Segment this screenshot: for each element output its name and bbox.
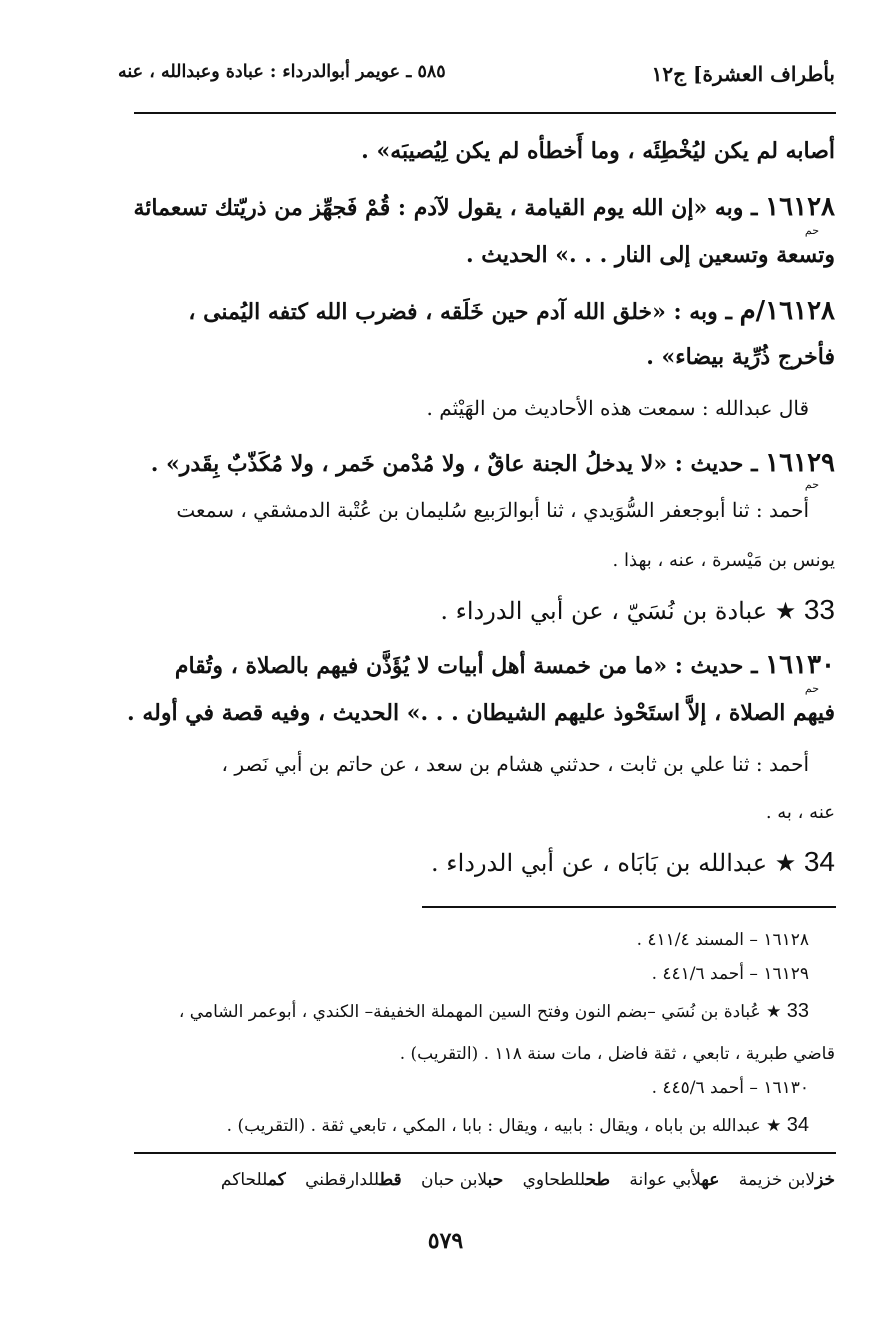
footnote-text: عبدالله بن باباه ، ويقال : بابيه ، ويقال : بابا ، المكي ، تابعي ثقة . (التقريب) . xyxy=(226,1116,761,1136)
entry-text: ـ حديث : «ما من خمسة أهل أبيات لا يُؤَذَّن فيهم بالصلاة ، وتُقام xyxy=(174,653,766,679)
entry-text: ـ حديث : «لا يدخلُ الجنة عاقٌ ، ولا مُدْمن خَمر ، ولا مُكَذّبٌ بِقَدر» . xyxy=(150,451,766,477)
entry-number: ١٦١٢٩ xyxy=(765,448,835,478)
abbr-item: حبلابن حبان xyxy=(421,1170,504,1190)
narrator-name: عبادة بن نُسَيّ ، عن أبي الدرداء . xyxy=(440,597,768,625)
entry-number: ١٦١٢٨/م xyxy=(739,296,835,326)
text-line-3: وتسعة وتسعين إلى النار . . .» الحديث . xyxy=(465,242,835,268)
star-icon: ★ xyxy=(774,849,797,877)
text-line-6: قال عبدالله : سمعت هذه الأحاديث من الهَيْثم . xyxy=(426,396,809,420)
page-number: ٥٧٩ xyxy=(427,1228,464,1254)
running-header-left: ٥٨٥ ـ عويمر أبوالدرداء : عبادة وعبدالله ، عنه xyxy=(118,62,446,82)
abbr-item: كمللحاكم xyxy=(220,1170,286,1190)
footnote-2: ١٦١٢٩ – أحمد ٤٤١/٦ . xyxy=(651,964,809,984)
abbreviation-key xyxy=(221,1170,835,1190)
source-mark: حم xyxy=(804,224,819,237)
text-line-13: أحمد : ثنا علي بن ثابت ، حدثني هشام بن سعد ، عن حاتم بن أبي نَصر ، xyxy=(221,752,809,776)
narrator-heading-34 xyxy=(431,846,835,878)
footnote-number: 33 xyxy=(786,1000,809,1022)
running-header-right: بأطراف العشرة] ج١٢ xyxy=(651,62,835,86)
abbr-item: عهلأبي عوانة xyxy=(629,1170,720,1190)
narrator-number: 34 xyxy=(803,846,835,877)
text-line-14: عنه ، به . xyxy=(765,802,835,823)
entry-number: ١٦١٢٨ xyxy=(765,192,835,222)
footnote-3 xyxy=(179,1000,809,1023)
footnote-4: ١٦١٣٠ – أحمد ٤٤٥/٦ . xyxy=(651,1078,809,1098)
entry-text: ـ وبه «إن الله يوم القيامة ، يقول لآدم : قُمْ فَجهِّز من ذريّتك تسعمائة xyxy=(133,195,766,221)
abbr-item: طحللطحاوي xyxy=(522,1170,611,1190)
text-line-9: يونس بن مَيْسرة ، عنه ، بهذا . xyxy=(612,550,835,571)
text-line-1: أصابه لم يكن ليُخْطِئَه ، وما أَخطأه لم يكن لِيُصيبَه» . xyxy=(361,138,835,164)
entry-16129 xyxy=(151,448,835,478)
footnote-1: ١٦١٢٨ – المسند ٤١١/٤ . xyxy=(636,930,809,950)
entry-text: ـ وبه : «خلق الله آدم حين خَلَقه ، فضرب الله كتفه اليُمنى ، xyxy=(188,299,740,325)
source-mark: حم xyxy=(804,478,819,491)
abbr-item: قطللدارقطني xyxy=(305,1170,402,1190)
abbr-item: خزلابن خزيمة xyxy=(738,1170,835,1190)
entry-16128 xyxy=(134,192,836,222)
text-line-5: فأخرج ذُرِّية بيضاء» . xyxy=(646,344,835,370)
entry-16130 xyxy=(175,650,835,680)
footer-rule xyxy=(134,1152,836,1154)
text-line-12: فيهم الصلاة ، إلاَّ استَحْوذ عليهم الشيطان . . .» الحديث ، وفيه قصة في أوله . xyxy=(127,700,835,726)
star-icon: ★ xyxy=(766,1002,782,1022)
source-mark: حم xyxy=(804,682,819,695)
header-rule xyxy=(134,112,836,114)
narrator-name: عبدالله بن بَابَاه ، عن أبي الدرداء . xyxy=(431,849,768,877)
entry-16128m xyxy=(188,296,835,326)
footnote-3-continued: قاضي طبرية ، تابعي ، ثقة فاضل ، مات سنة ١١٨ . (التقريب) . xyxy=(399,1044,835,1064)
narrator-number: 33 xyxy=(803,594,835,625)
footnote-5 xyxy=(227,1114,809,1137)
footnote-number: 34 xyxy=(786,1114,809,1136)
entry-number: ١٦١٣٠ xyxy=(765,650,835,680)
footnote-rule xyxy=(422,906,836,908)
star-icon: ★ xyxy=(766,1116,782,1136)
narrator-heading-33 xyxy=(440,594,835,626)
star-icon: ★ xyxy=(774,597,797,625)
footnote-text: عُبادة بن نُسَي –بضم النون وفتح السين المهملة الخفيفة– الكندي ، أبوعمر الشامي ، xyxy=(178,1002,761,1022)
text-line-8: أحمد : ثنا أبوجعفر السُّوَيدي ، ثنا أبوالرَبيع سُليمان بن عُتْبة الدمشقي ، سمعت xyxy=(176,498,809,522)
